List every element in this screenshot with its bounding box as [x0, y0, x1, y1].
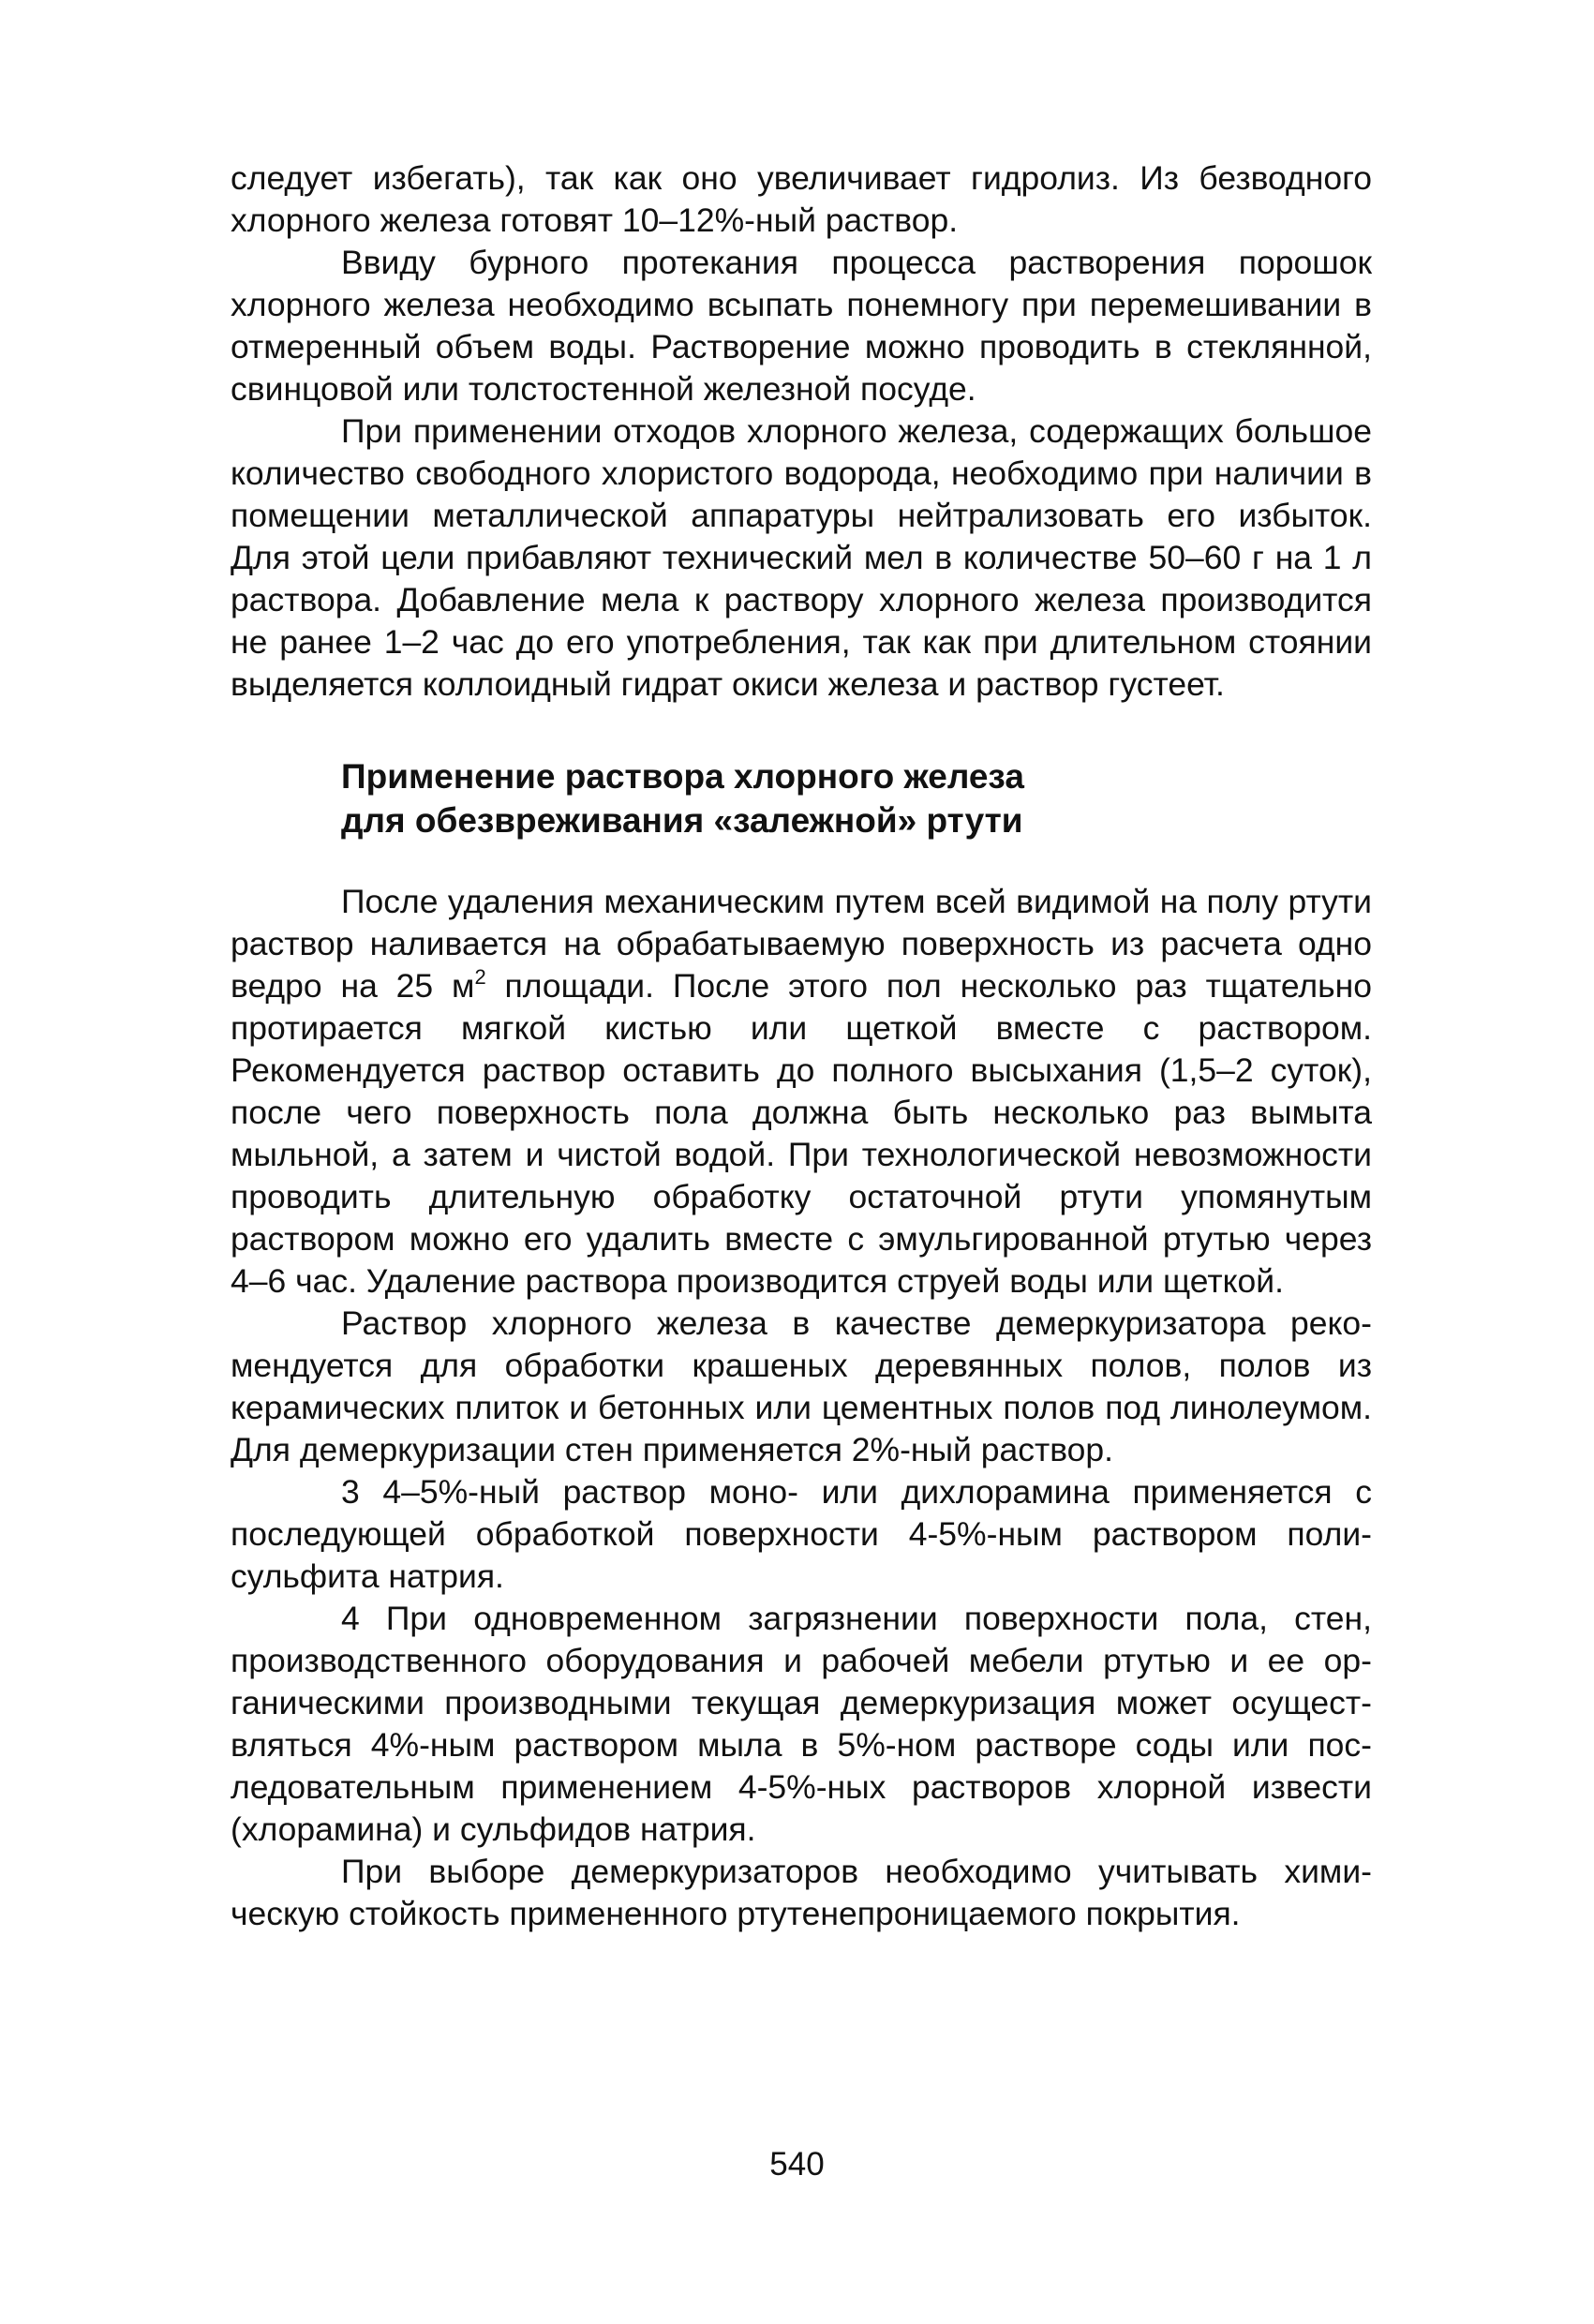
paragraph-item-4: 4 При одновременном загрязнении поверхности пола, стен, производственного оборудования и рабочей мебели ртутью и ее органическими производными текущая демеркуризация может осуществляться 4%-ным раствором мыла в 5%-ном растворе соды или последовательным применением 4-5%-ных растворов хлорной извести (хлорамина) и сульфидов натрия.: [231, 1600, 1372, 1848]
paragraph-application-text-a: После удаления механическим путем всей видимой на полу ртути раствор наливается на обрабатываемую поверхность из расчета одно ведро на 25 м: [231, 883, 1372, 1005]
paragraph-coating-resistance: При выборе демеркуризаторов необходимо учитывать химическую стойкость примененного ртутенепроницаемого покрытия.: [231, 1853, 1372, 1932]
superscript-two: 2: [474, 965, 486, 989]
paragraph-application-text-b: площади. После этого пол несколько раз тщательно протирается мягкой кистью или щеткой вместе с раствором. Рекомендуется раствор оставить до полного высыхания (1,5–2 суток), после чего поверхность пола должна быть несколько раз вымыта мыльной, а затем и чистой водой. При технологической невозможности проводить длительную обработку остаточной ртути упомянутым раствором можно его удалить вместе с эмульгированной ртутью через 4–6 час. Удаление раствора производится струей воды или щеткой.: [231, 967, 1372, 1300]
spacer: [231, 842, 1372, 881]
paragraph-recommended-surfaces: Раствор хлорного железа в качестве демеркуризатора рекомендуется для обработки крашеных деревянных полов, полов из керамических плиток и бетонных или цементных полов под линолеумом. Для демеркуризации стен применяется 2%-ный раствор.: [231, 1304, 1372, 1468]
page-body: [231, 157, 1372, 1935]
paragraph-continued: следует избегать), так как оно увеличивает гидролиз. Из безводного хлорного железа готовят 10–12%-ный раствор.: [231, 159, 1372, 239]
paragraph-application: [231, 881, 1372, 1303]
spacer: [231, 706, 1372, 754]
paragraph-dissolution: Ввиду бурного протекания процесса растворения порошок хлорного железа необходимо всыпать понемногу при перемешивании в отмеренный объем воды. Растворение можно проводить в стеклянной, свинцовой или толстостенной железной посуде.: [231, 244, 1372, 408]
section-heading-line-2: для обезвреживания «залежной» ртути: [341, 801, 1023, 840]
paragraph-item-3: 3 4–5%-ный раствор моно- или дихлорамина применяется с последующей обработкой поверхности 4-5%-ным раствором полисульфита натрия.: [231, 1473, 1372, 1595]
section-heading-line-1: Применение раствора хлорного железа: [341, 757, 1024, 796]
page-number: 540: [769, 2146, 825, 2182]
section-heading: [231, 754, 1372, 842]
paragraph-waste-neutralization: При применении отходов хлорного железа, содержащих большое количество свободного хлористого водорода, необходимо при наличии в помещении металлической аппаратуры нейтрализовать его избыток. Для этой цели прибавляют технический мел в количестве 50–60 г на 1 л раствора. Добавление мела к раствору хлорного железа производится не ранее 1–2 час до его употребления, так как при длительном стоянии выделяется коллоидный гидрат окиси железа и раствор густеет.: [231, 412, 1372, 703]
